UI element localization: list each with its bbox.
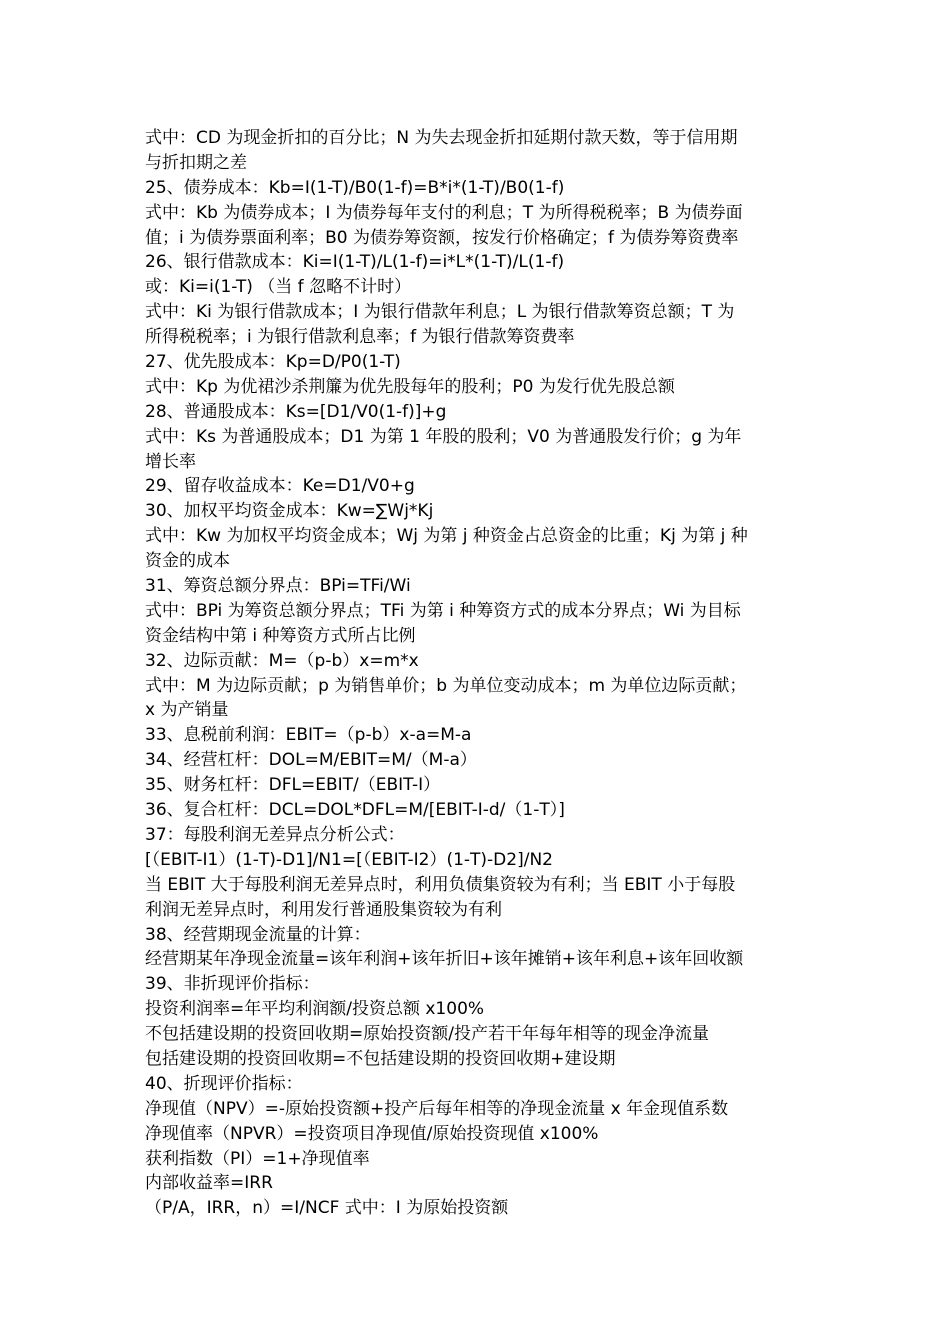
text-line: 39、非折现评价指标：: [145, 974, 320, 995]
text-line: 33、息税前利润：EBIT=（p-b）x-a=M-a: [145, 725, 472, 746]
text-line: 经营期某年净现金流量=该年利润+该年折旧+该年摊销+该年利息+该年回收额: [145, 949, 744, 970]
text-line: 40、折现评价指标：: [145, 1073, 303, 1094]
text-line: 所得税税率；i 为银行借款利息率；f 为银行借款筹资费率: [145, 327, 575, 348]
text-line: 式中：Ks 为普通股成本；D1 为第 1 年股的股利；V0 为普通股发行价；g 为年: [145, 426, 742, 447]
text-line: 包括建设期的投资回收期=不包括建设期的投资回收期+建设期: [145, 1048, 616, 1069]
text-line: 37：每股利润无差异点分析公式：: [145, 824, 405, 845]
text-line: 式中：Kp 为优裙沙杀荆簾为优先股每年的股利；P0 为发行优先股总额: [145, 376, 675, 397]
text-line: 增长率: [145, 451, 196, 472]
text-line: 净现值率（NPVR）=投资项目净现值/原始投资现值 x100%: [145, 1123, 599, 1144]
text-line: 27、优先股成本：Kp=D/P0(1-T): [145, 352, 401, 373]
text-line: 29、留存收益成本：Ke=D1/V0+g: [145, 476, 415, 497]
text-line: 式中：BPi 为筹资总额分界点；TFi 为第 i 种筹资方式的成本分界点；Wi 为目标: [145, 600, 741, 621]
text-line: 式中：Kb 为债券成本；I 为债券每年支付的利息；T 为所得税税率；B 为债券面: [145, 202, 743, 223]
text-line: 式中：CD 为现金折扣的百分比；N 为失去现金折扣延期付款天数，等于信用期: [145, 128, 738, 148]
text-line: 35、财务杠杆：DFL=EBIT/（EBIT-I）: [145, 775, 441, 796]
text-line: 34、经营杠杆：DOL=M/EBIT=M/（M-a）: [145, 750, 477, 771]
text-line: 不包括建设期的投资回收期=原始投资额/投产若干年每年相等的现金净流量: [145, 1024, 709, 1045]
text-line: 32、边际贡献：M=（p-b）x=m*x: [145, 650, 419, 671]
text-line: 与折扣期之差: [145, 152, 247, 173]
text-line: 31、筹资总额分界点：BPi=TFi/Wi: [145, 576, 411, 597]
text-line: 资金的成本: [145, 551, 230, 572]
text-line: 25、债券成本：Kb=I(1-T)/B0(1-f)=B*i*(1-T)/B0(1-f): [145, 177, 565, 198]
text-line: 当 EBIT 大于每股利润无差异点时，利用负债集资较为有利；当 EBIT 小于每股: [145, 874, 736, 895]
text-line: x 为产销量: [145, 700, 229, 721]
text-line: 式中：Kw 为加权平均资金成本；Wj 为第 j 种资金占总资金的比重；Kj 为第 j 种: [145, 526, 748, 547]
document-body: [145, 126, 810, 1221]
text-line: 式中：M 为边际贡献；p 为销售单价；b 为单位变动成本；m 为单位边际贡献；: [145, 675, 747, 696]
text-line: 30、加权平均资金成本：Kw=∑Wj*Kj: [145, 501, 434, 522]
text-line: 获利指数（PI）=1+净现值率: [145, 1148, 370, 1169]
text-line: 38、经营期现金流量的计算：: [145, 924, 371, 945]
text-line: 净现值（NPV）=-原始投资额+投产后每年相等的净现金流量 x 年金现值系数: [145, 1098, 729, 1119]
text-line: （P/A，IRR，n）=I/NCF 式中：I 为原始投资额: [145, 1198, 509, 1219]
text-line: 36、复合杠杆：DCL=DOL*DFL=M/[EBIT-I-d/（1-T）]: [145, 800, 565, 821]
text-line: 28、普通股成本：Ks=[D1/V0(1-f)]+g: [145, 401, 447, 422]
text-line: 值；i 为债券票面利率；B0 为债券筹资额，按发行价格确定；f 为债券筹资费率: [145, 227, 739, 248]
text-line: 资金结构中第 i 种筹资方式所占比例: [145, 625, 416, 646]
text-line: 26、银行借款成本：Ki=I(1-T)/L(1-f)=i*L*(1-T)/L(1-f): [145, 252, 565, 273]
text-line: [（EBIT-I1）(1-T)-D1]/N1=[（EBIT-I2）(1-T)-D2]/N2: [145, 849, 553, 870]
text-line: 或：Ki=i(1-T) （当 f 忽略不计时）: [145, 277, 412, 298]
text-line: 内部收益率=IRR: [145, 1173, 273, 1194]
text-line: 式中：Ki 为银行借款成本；I 为银行借款年利息；L 为银行借款筹资总额；T 为: [145, 302, 735, 323]
text-line: 投资利润率=年平均利润额/投资总额 x100%: [145, 999, 485, 1020]
text-line: 利润无差异点时，利用发行普通股集资较为有利: [145, 899, 502, 920]
